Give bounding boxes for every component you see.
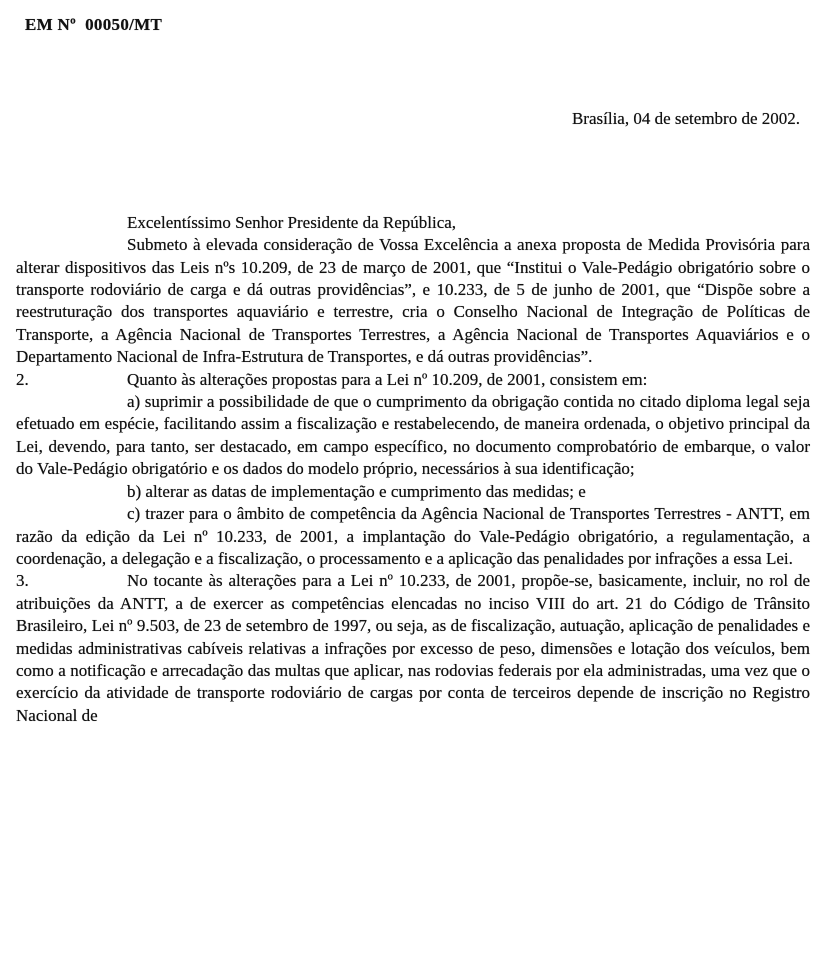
date-line: Brasília, 04 de setembro de 2002. bbox=[571, 109, 800, 129]
paragraph-1 bbox=[16, 234, 810, 368]
paragraph-2a bbox=[16, 391, 810, 481]
paragraph-text: b) alterar as datas de implementação e cumprimento das medidas; e bbox=[127, 481, 586, 501]
paragraph-text: c) trazer para o âmbito de competência da Agência Nacional de Transportes Terrestres - ANTT, em razão da edição da Lei nº 10.233, de 2001, a implantação do Vale-Pedágio obrigatório, a regulamentação, a coordenação, a delegação e a fiscalização, o processamento e a aplicação das penalidades por infrações a essa Lei. bbox=[16, 504, 810, 568]
paragraph-2b bbox=[16, 481, 810, 503]
paragraph-number: 2. bbox=[16, 369, 29, 389]
paragraph-text: a) suprimir a possibilidade de que o cumprimento da obrigação contida no citado diploma legal seja efetuado em espécie, facilitando assim a fiscalização e restabelecendo, de maneira ordenada, o objetivo principal da Lei, devendo, para tanto, ser destacado, em campo específico, no documento comprobatório de embarque, o valor do Vale-Pedágio obrigatório e os dados do modelo próprio, necessários à sua identificação; bbox=[16, 392, 810, 479]
document-reference: EM Nº 00050/MT bbox=[25, 15, 163, 34]
paragraph-2c bbox=[16, 503, 810, 570]
salutation: Excelentíssimo Senhor Presidente da República, bbox=[127, 212, 457, 232]
paragraph-2 bbox=[16, 369, 810, 391]
paragraph-text: Submeto à elevada consideração de Vossa Excelência a anexa proposta de Medida Provisória para alterar dispositivos das Leis nºs 10.209, de 23 de março de 2001, que “Institui o Vale-Pedágio obrigatório sobre o transporte rodoviário de carga e dá outras providências”, e 10.233, de 5 de junho de 2001, que “Dispõe sobre a reestruturação dos transportes aquaviário e terrestre, cria o Conselho Nacional de Integração de Políticas de Transporte, a Agência Nacional de Transportes Terrestres, a Agência Nacional de Transportes Aquaviários e o Departamento Nacional de Infra-Estrutura de Transportes, e dá outras providências”. bbox=[16, 235, 810, 367]
paragraph-text: No tocante às alterações para a Lei nº 10.233, de 2001, propõe-se, basicamente, incluir, no rol de atribuições da ANTT, a de exercer as competências elencadas no inciso VIII do art. 21 do Código de Trânsito Brasileiro, Lei nº 9.503, de 23 de setembro de 1997, ou seja, as de fiscalização, autuação, aplicação de penalidades e medidas administrativas cabíveis relativas a infrações por excesso de peso, dimensões e lotação dos veículos, bem como a notificação e arrecadação das multas que aplicar, nas rodovias federais por ela administradas, uma vez que o exercício da atividade de transporte rodoviário de cargas por conta de terceiros depende de inscrição no Registro Nacional de bbox=[16, 571, 810, 725]
paragraph-text: Quanto às alterações propostas para a Lei nº 10.209, de 2001, consistem em: bbox=[127, 369, 648, 389]
paragraph-number: 3. bbox=[16, 571, 29, 591]
paragraph-3 bbox=[16, 570, 810, 727]
